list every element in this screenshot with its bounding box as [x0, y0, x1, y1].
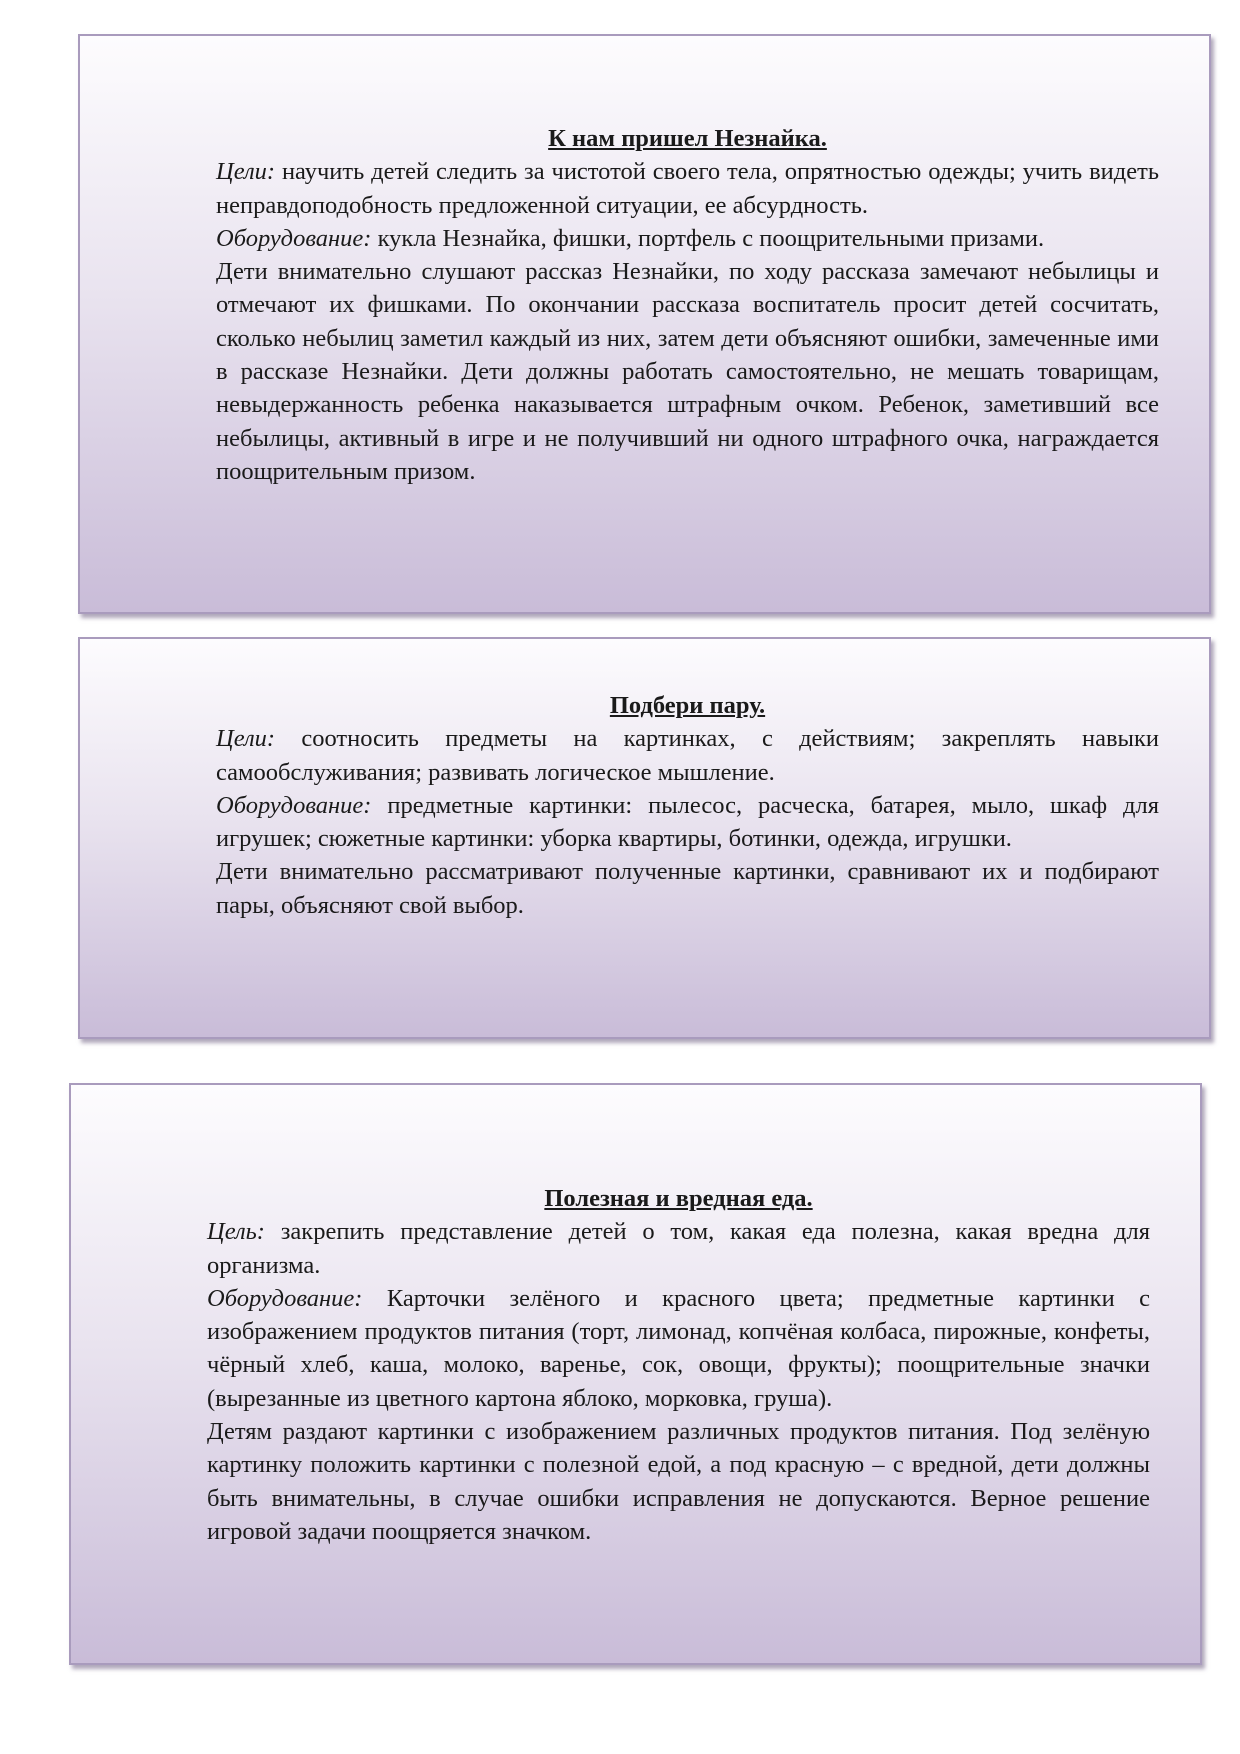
goals-text: соотносить предметы на картинках, с действиям; закреплять навыки самообслуживания; развивать логическое мышление.: [216, 725, 1159, 786]
equipment-paragraph: [207, 1282, 1150, 1415]
game-description: Дети внимательно рассматривают полученные картинки, сравнивают их и подбирают пары, объясняют свой выбор.: [216, 858, 1159, 919]
goals-paragraph: [207, 1215, 1150, 1282]
equipment-text: Карточки зелёного и красного цвета; предметные картинки с изображением продуктов питания (торт, лимонад, копчёная колбаса, пирожные, конфеты, чёрный хлеб, каша, молоко, варенье, сок, овощи, фрукты); поощрительные значки (вырезанные из цветного картона яблоко, морковка, груша).: [207, 1284, 1150, 1412]
equipment-label: Оборудование:: [216, 791, 372, 819]
equipment-label: Оборудование:: [207, 1284, 363, 1312]
game-card-3: [69, 1083, 1202, 1665]
goals-label: Цель:: [207, 1218, 265, 1246]
game-card-1: [78, 34, 1211, 614]
goals-label: Цели:: [216, 725, 276, 753]
game-card-content: [216, 122, 1159, 488]
game-card-content: [207, 1182, 1150, 1548]
equipment-text: предметные картинки: пылесос, расческа, батарея, мыло, шкаф для игрушек; сюжетные картинки: уборка квартиры, ботинки, одежда, игрушки.: [216, 791, 1159, 853]
equipment-paragraph: [216, 789, 1159, 856]
game-title: К нам пришел Незнайка.: [548, 125, 827, 152]
game-title: Полезная и вредная еда.: [544, 1185, 813, 1212]
goals-paragraph: [216, 722, 1159, 789]
equipment-label: Оборудование:: [216, 224, 372, 252]
game-card-2: [78, 637, 1211, 1039]
goals-label: Цели:: [216, 158, 276, 186]
equipment-paragraph: [216, 222, 1159, 255]
equipment-text: кукла Незнайка, фишки, портфель с поощрительными призами.: [371, 224, 1045, 252]
game-description: Детям раздают картинки с изображением различных продуктов питания. Под зелёную картинку положить картинки с полезной едой, а под красную – с вредной, дети должны быть внимательны, в случае ошибки исправления не допускаются. Верное решение игровой задачи поощряется значком.: [207, 1418, 1150, 1545]
goals-text: научить детей следить за чистотой своего тела, опрятностью одежды; учить видеть неправдоподобность предложенной ситуации, ее абсурдность.: [216, 158, 1159, 219]
game-card-content: [216, 689, 1159, 922]
game-description: Дети внимательно слушают рассказ Незнайки, по ходу рассказа замечают небылицы и отмечают их фишками. По окончании рассказа воспитатель просит детей сосчитать, сколько небылиц заметил каждый из них, затем дети объясняют ошибки, замеченные ими в рассказе Незнайки. Дети должны работать самостоятельно, не мешать товарищам, невыдержанность ребенка наказывается штрафным очком. Ребенок, заметивший все небылицы, активный в игре и не получивший ни одного штрафного очка, награждается поощрительным призом.: [216, 258, 1159, 485]
game-title: Подбери пару.: [609, 692, 766, 719]
goals-text: закрепить представление детей о том, какая еда полезна, какая вредна для организма.: [207, 1218, 1150, 1279]
goals-paragraph: [216, 155, 1159, 222]
